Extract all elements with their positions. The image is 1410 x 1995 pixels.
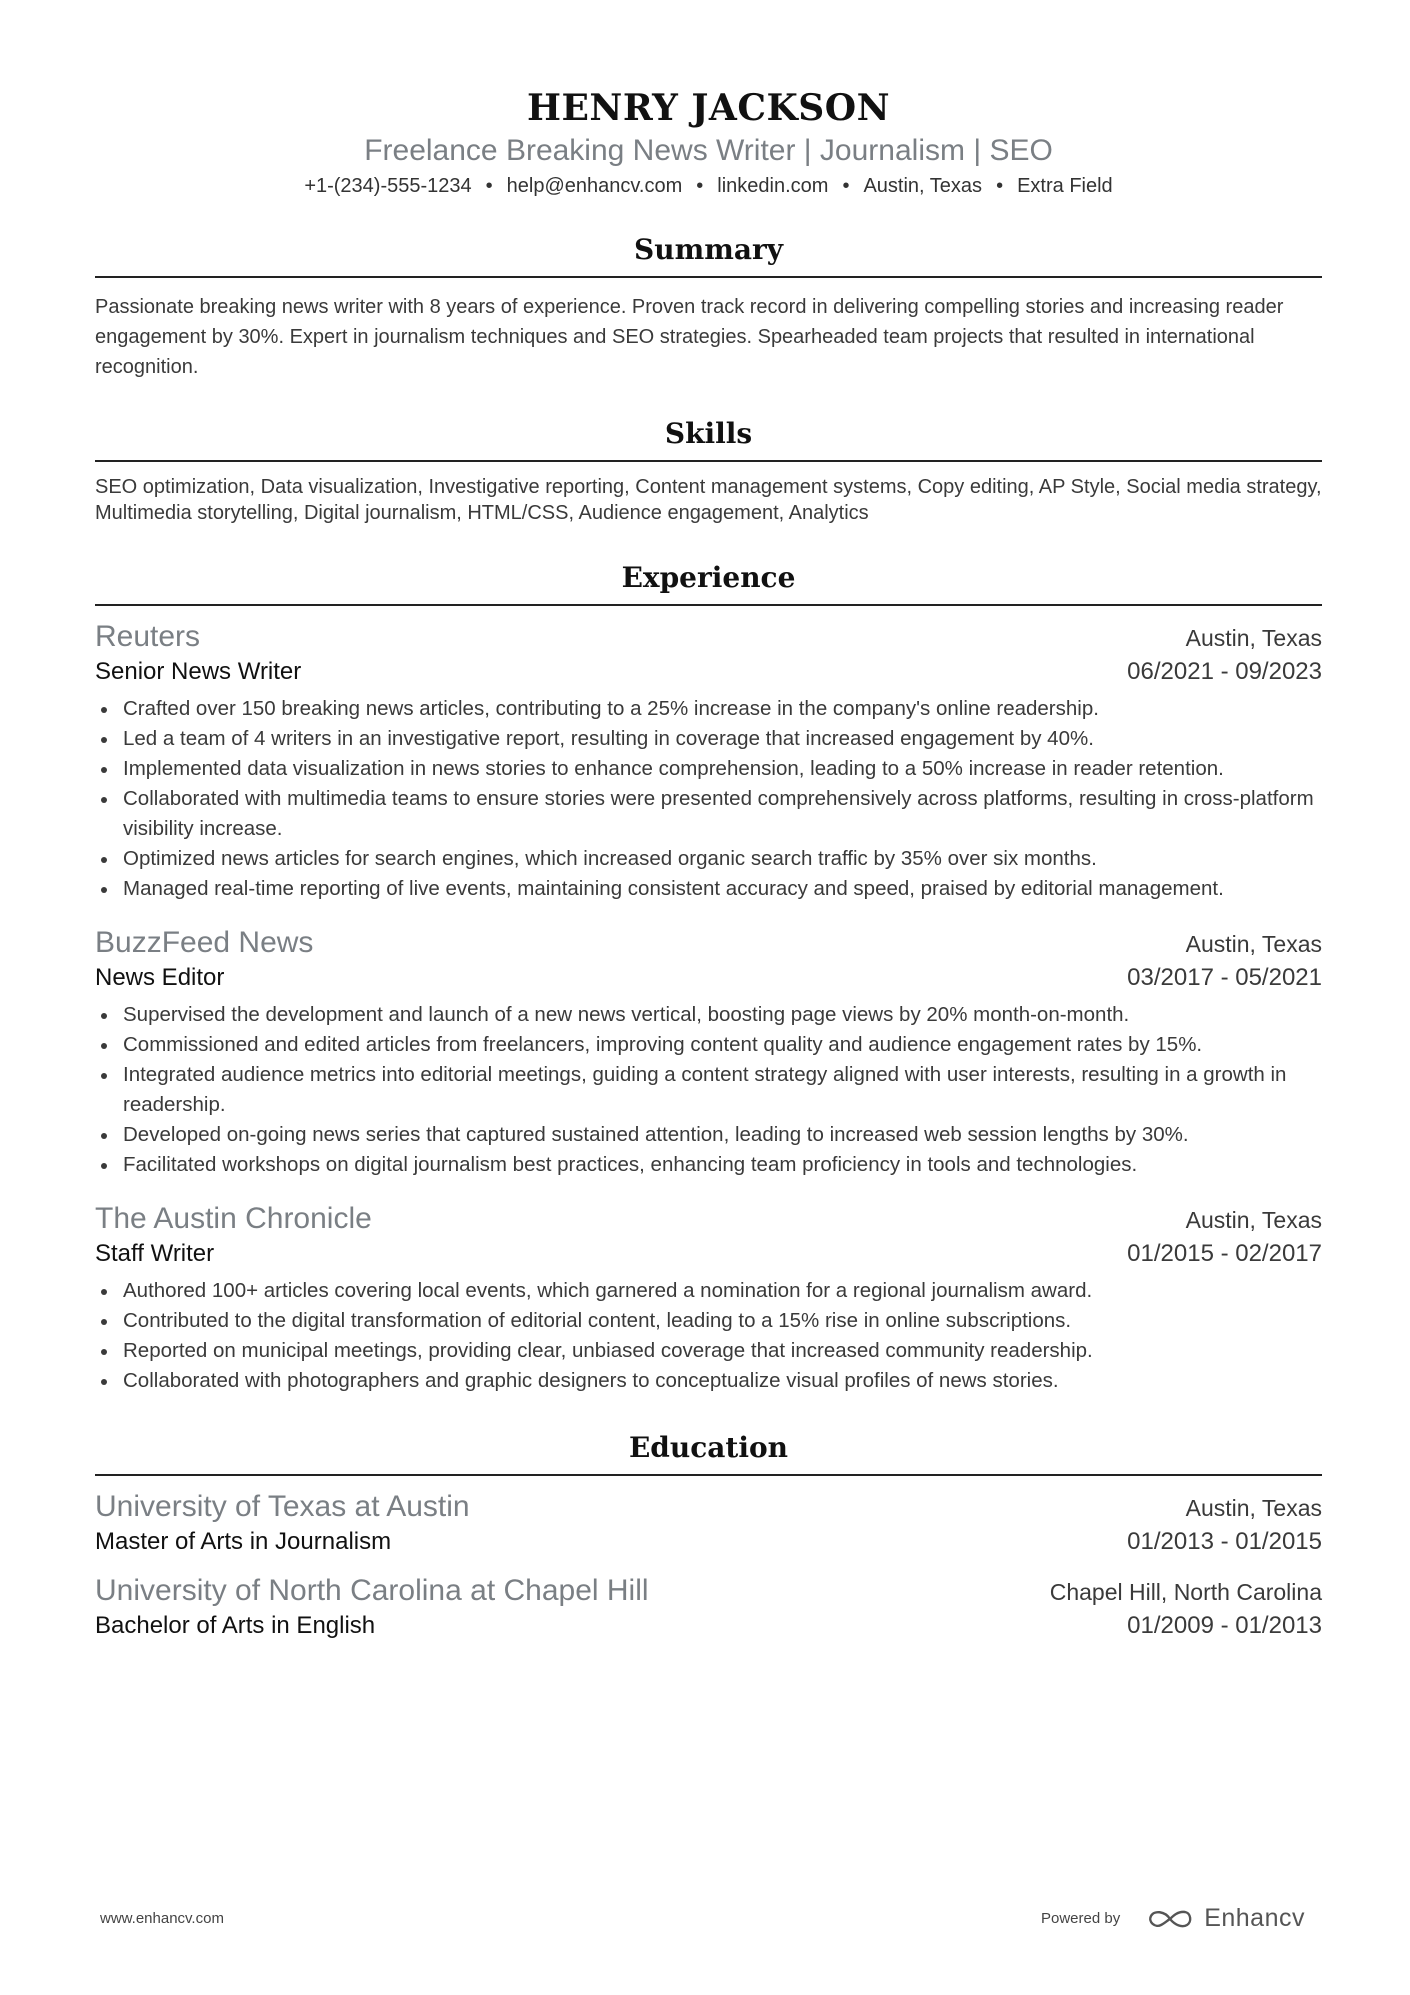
job-location: Austin, Texas bbox=[1185, 1207, 1322, 1233]
contact-line bbox=[95, 172, 1322, 200]
job-bullets bbox=[95, 694, 1322, 904]
education-dates: 01/2009 - 01/2013 bbox=[1127, 1612, 1322, 1639]
section-title-education: Education bbox=[95, 1430, 1322, 1476]
experience-entry-buzzfeed bbox=[95, 924, 1322, 1180]
list-item: Contributed to the digital transformation of editorial content, leading to a 15% rise in online subscriptions. bbox=[95, 1306, 1322, 1336]
education-dates: 01/2013 - 01/2015 bbox=[1127, 1528, 1322, 1555]
list-item: Authored 100+ articles covering local events, which garnered a nomination for a regional journalism award. bbox=[95, 1276, 1322, 1306]
experience-entry-reuters bbox=[95, 618, 1322, 904]
job-title: News Editor bbox=[95, 964, 225, 991]
job-location: Austin, Texas bbox=[1185, 931, 1322, 957]
contact-phone[interactable]: +1-(234)-555-1234 bbox=[304, 175, 472, 197]
contact-extra-field: Extra Field bbox=[1017, 175, 1113, 197]
education-entry-unc-chapel-hill bbox=[95, 1572, 1322, 1642]
section-title-skills: Skills bbox=[95, 416, 1322, 462]
school-location: Chapel Hill, North Carolina bbox=[1049, 1579, 1322, 1605]
skills-section bbox=[95, 416, 1322, 526]
bullet-separator-icon: • bbox=[842, 175, 850, 197]
job-location: Austin, Texas bbox=[1185, 625, 1322, 651]
section-title-experience: Experience bbox=[95, 560, 1322, 606]
list-item: Reported on municipal meetings, providing clear, unbiased coverage that increased community readership. bbox=[95, 1336, 1322, 1366]
bullet-separator-icon: • bbox=[485, 175, 493, 197]
job-bullets bbox=[95, 1276, 1322, 1396]
list-item: Commissioned and edited articles from freelancers, improving content quality and audience engagement rates by 15%. bbox=[95, 1030, 1322, 1060]
job-dates: 01/2015 - 02/2017 bbox=[1127, 1240, 1322, 1267]
powered-by-brand bbox=[1041, 1904, 1305, 1933]
list-item: Integrated audience metrics into editorial meetings, guiding a content strategy aligned with user interests, resulting in a growth in readership. bbox=[95, 1060, 1322, 1120]
powered-by-label: Powered by bbox=[1040, 1910, 1121, 1927]
list-item: Facilitated workshops on digital journalism best practices, enhancing team proficiency in tools and technologies. bbox=[95, 1150, 1322, 1180]
job-title: Staff Writer bbox=[95, 1240, 215, 1267]
list-item: Implemented data visualization in news stories to enhance comprehension, leading to a 50% increase in reader retention. bbox=[95, 754, 1322, 784]
entry-header-row bbox=[95, 1200, 1322, 1238]
experience-entry-austin-chronicle bbox=[95, 1200, 1322, 1396]
degree-title: Master of Arts in Journalism bbox=[95, 1528, 392, 1555]
list-item: Optimized news articles for search engines, which increased organic search traffic by 35% over six months. bbox=[95, 844, 1322, 874]
entry-degree-row bbox=[95, 1610, 1322, 1642]
skills-text: SEO optimization, Data visualization, Investigative reporting, Content management systems, Copy editing, AP Style, Social media strategy, Multimedia storytelling, Digital journalism, HTML/CSS, Audience engagement, Analytics bbox=[95, 476, 1322, 524]
summary-section bbox=[95, 232, 1322, 382]
experience-section bbox=[95, 560, 1322, 1396]
entry-role-row bbox=[95, 962, 1322, 994]
list-item: Managed real-time reporting of live events, maintaining consistent accuracy and speed, praised by editorial management. bbox=[95, 874, 1322, 904]
job-title: Senior News Writer bbox=[95, 658, 302, 685]
bullet-separator-icon: • bbox=[696, 175, 704, 197]
candidate-name: HENRY JACKSON bbox=[526, 87, 891, 129]
education-section bbox=[95, 1430, 1322, 1642]
contact-linkedin[interactable]: linkedin.com bbox=[717, 175, 829, 197]
list-item: Crafted over 150 breaking news articles, contributing to a 25% increase in the company's online readership. bbox=[95, 694, 1322, 724]
page-footer bbox=[100, 1904, 1305, 1933]
company-name: Reuters bbox=[95, 620, 201, 653]
contact-email[interactable]: help@enhancv.com bbox=[506, 175, 683, 197]
entry-header-row bbox=[95, 1488, 1322, 1526]
school-location: Austin, Texas bbox=[1185, 1495, 1322, 1521]
summary-text: Passionate breaking news writer with 8 years of experience. Proven track record in delivering compelling stories and increasing reader engagement by 30%. Expert in journalism techniques and SEO strategies. Spearheaded team projects that resulted in international recognition. bbox=[95, 296, 1284, 378]
job-bullets bbox=[95, 1000, 1322, 1180]
entry-role-row bbox=[95, 656, 1322, 688]
section-title-summary: Summary bbox=[95, 232, 1322, 278]
brand-logo[interactable] bbox=[1146, 1904, 1305, 1933]
resume-header bbox=[95, 86, 1322, 200]
entry-header-row bbox=[95, 924, 1322, 962]
job-dates: 06/2021 - 09/2023 bbox=[1127, 658, 1322, 685]
school-name: University of North Carolina at Chapel Hill bbox=[95, 1574, 649, 1607]
enhancv-infinity-logo-icon bbox=[1146, 1907, 1194, 1931]
entry-role-row bbox=[95, 1238, 1322, 1270]
list-item: Supervised the development and launch of a new news vertical, boosting page views by 20% month-on-month. bbox=[95, 1000, 1322, 1030]
brand-name: Enhancv bbox=[1204, 1904, 1305, 1932]
job-dates: 03/2017 - 05/2021 bbox=[1127, 964, 1322, 991]
contact-location: Austin, Texas bbox=[863, 175, 983, 197]
list-item: Led a team of 4 writers in an investigative report, resulting in coverage that increased engagement by 40%. bbox=[95, 724, 1322, 754]
company-name: BuzzFeed News bbox=[95, 926, 314, 959]
resume-page bbox=[95, 86, 1322, 1642]
list-item: Developed on-going news series that captured sustained attention, leading to increased web session lengths by 30%. bbox=[95, 1120, 1322, 1150]
candidate-headline: Freelance Breaking News Writer | Journalism | SEO bbox=[364, 134, 1053, 167]
footer-website-link[interactable]: www.enhancv.com bbox=[100, 1910, 224, 1927]
list-item: Collaborated with multimedia teams to ensure stories were presented comprehensively across platforms, resulting in cross-platform visibility increase. bbox=[95, 784, 1322, 844]
list-item: Collaborated with photographers and graphic designers to conceptualize visual profiles of news stories. bbox=[95, 1366, 1322, 1396]
entry-degree-row bbox=[95, 1526, 1322, 1558]
entry-header-row bbox=[95, 618, 1322, 656]
education-entry-ut-austin bbox=[95, 1488, 1322, 1558]
bullet-separator-icon: • bbox=[996, 175, 1004, 197]
company-name: The Austin Chronicle bbox=[95, 1202, 372, 1235]
school-name: University of Texas at Austin bbox=[95, 1490, 470, 1523]
entry-header-row bbox=[95, 1572, 1322, 1610]
degree-title: Bachelor of Arts in English bbox=[95, 1612, 376, 1639]
